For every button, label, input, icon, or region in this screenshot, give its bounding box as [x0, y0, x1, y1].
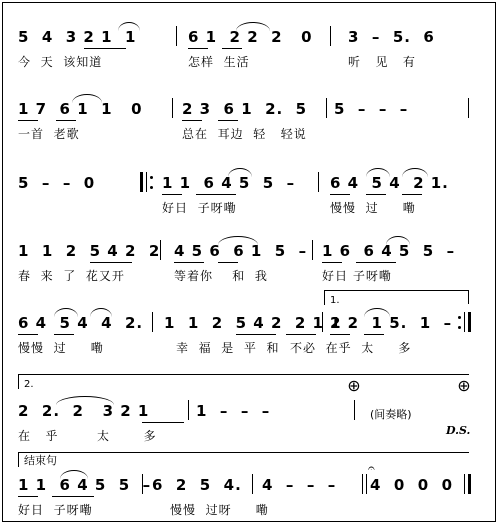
- underline: [84, 48, 126, 49]
- underline: [330, 194, 350, 195]
- repeat-dot: [458, 326, 461, 329]
- repeat-end-barline: [468, 312, 471, 332]
- barline: [312, 240, 313, 260]
- page-border: [2, 2, 496, 522]
- lyric-line: 好日 子呀嘞: [162, 201, 237, 215]
- underline: [364, 334, 384, 335]
- volta-bracket: [18, 374, 469, 389]
- measure-notes: 4 5 6 6 1 5 –: [174, 242, 308, 260]
- barline: [176, 26, 177, 46]
- repeat-start-barline: [140, 172, 143, 192]
- underline: [54, 334, 74, 335]
- lyric-line: 今 天 该知道: [18, 55, 103, 69]
- volta-bracket: [324, 290, 469, 305]
- lyric-line: 等着你 和 我: [174, 269, 268, 283]
- barline: [322, 312, 323, 332]
- measure-notes: 2 2. 2 3 2 1: [18, 402, 150, 420]
- lyric-line: 不必 在乎 太 多: [290, 341, 412, 355]
- measure-notes: 1 1 6 4 5 5 –: [18, 476, 152, 494]
- interlude-note: (间奏略): [370, 408, 412, 421]
- measure-notes: 1 1 2 5 4 2 2: [18, 242, 161, 260]
- lyric-line: 总在 耳边 轻 轻说: [182, 127, 307, 141]
- barline: [160, 240, 161, 260]
- repeat-dot: [150, 186, 153, 189]
- final-barline: [468, 474, 471, 494]
- measure-notes: 1 6 6 4 5 5 –: [322, 242, 456, 260]
- lyric-line: 慢慢 过 嘞: [18, 341, 104, 355]
- underline: [142, 422, 184, 423]
- lyric-line: 春 来 了 花又开: [18, 269, 125, 283]
- barline: [468, 98, 469, 118]
- volta-label: 1.: [330, 295, 340, 306]
- barline: [326, 98, 327, 118]
- underline: [366, 194, 386, 195]
- volta-bracket-end: [454, 290, 469, 304]
- measure-notes: 6 4 5 4 4 2.: [18, 314, 144, 332]
- measure-notes: 6 4 5 4 2 1.: [330, 174, 449, 192]
- underline: [236, 334, 276, 335]
- lyric-line: 听 见 有: [348, 55, 416, 69]
- underline: [222, 48, 242, 49]
- coda-sign-icon: ⊕: [347, 376, 361, 395]
- fermata-icon: 𝄐: [368, 461, 375, 475]
- underline: [52, 496, 94, 497]
- coda-sign-icon: ⊕: [457, 376, 471, 395]
- measure-notes: 5 – – –: [334, 100, 409, 118]
- lyric-line: 慢慢 过呀 嘞: [170, 503, 269, 517]
- lyric-line: 幸 福 是 平 和: [176, 341, 280, 355]
- repeat-dot: [458, 316, 461, 319]
- measure-notes: 6 2 5 4.: [152, 476, 242, 494]
- repeat-dot: [150, 176, 153, 179]
- barline: [318, 172, 319, 192]
- underline: [196, 194, 236, 195]
- barline: [354, 400, 355, 420]
- barline: [146, 172, 147, 192]
- underline: [18, 334, 38, 335]
- measure-notes: 5 – – 0: [18, 174, 96, 192]
- underline: [286, 334, 316, 335]
- measure-notes: 1 – – –: [196, 402, 271, 420]
- underline: [18, 120, 38, 121]
- lyric-line: 好日 子呀嘞: [18, 503, 93, 517]
- lyric-line: 慢慢 过 嘞: [330, 201, 416, 215]
- underline: [18, 496, 38, 497]
- measure-notes: 2 3 6 1 2. 5: [182, 100, 308, 118]
- barline: [188, 400, 189, 420]
- ending-bracket: [18, 452, 469, 467]
- measure-notes: 1 1 6 4 5 5 –: [162, 174, 296, 192]
- measure-notes: 1 7 6 1 1 0: [18, 100, 143, 118]
- measure-notes: 1 1 2 5 4 2 2 1 1: [164, 314, 342, 332]
- barline: [330, 26, 331, 46]
- underline: [56, 120, 76, 121]
- measure-notes: 3 – 5. 6: [348, 28, 435, 46]
- barline: [172, 98, 173, 118]
- barline: [252, 474, 253, 494]
- underline: [188, 48, 208, 49]
- underline: [218, 262, 238, 263]
- measure-notes: 5 4 3 2 1 1: [18, 28, 137, 46]
- barline: [464, 474, 465, 494]
- measure-notes: 4 – – –: [262, 476, 337, 494]
- measure-notes: 4 0 0 0: [370, 476, 454, 494]
- underline: [162, 194, 182, 195]
- barline: [152, 312, 153, 332]
- lyric-line: 一首 老歌: [18, 127, 80, 141]
- underline: [174, 262, 204, 263]
- measure-notes: 2 2 1 5. 1 –: [330, 314, 453, 332]
- volta-label: 2.: [24, 379, 34, 390]
- barline: [464, 312, 465, 332]
- underline: [322, 262, 342, 263]
- underline: [218, 120, 238, 121]
- barline: [366, 474, 367, 494]
- underline: [402, 194, 422, 195]
- dal-segno-mark: D.S.: [446, 424, 471, 437]
- underline: [182, 120, 202, 121]
- underline: [330, 334, 350, 335]
- underline: [356, 262, 396, 263]
- barline: [142, 474, 143, 494]
- ending-label: 结束句: [24, 454, 57, 467]
- barline: [362, 474, 363, 494]
- lyric-line: 在 乎 太 多: [18, 429, 157, 443]
- lyric-line: 怎样 生活: [188, 55, 250, 69]
- lyric-line: 好日 子呀嘞: [322, 269, 392, 283]
- underline: [90, 262, 132, 263]
- measure-notes: 6 1 2 2 2 0: [188, 28, 313, 46]
